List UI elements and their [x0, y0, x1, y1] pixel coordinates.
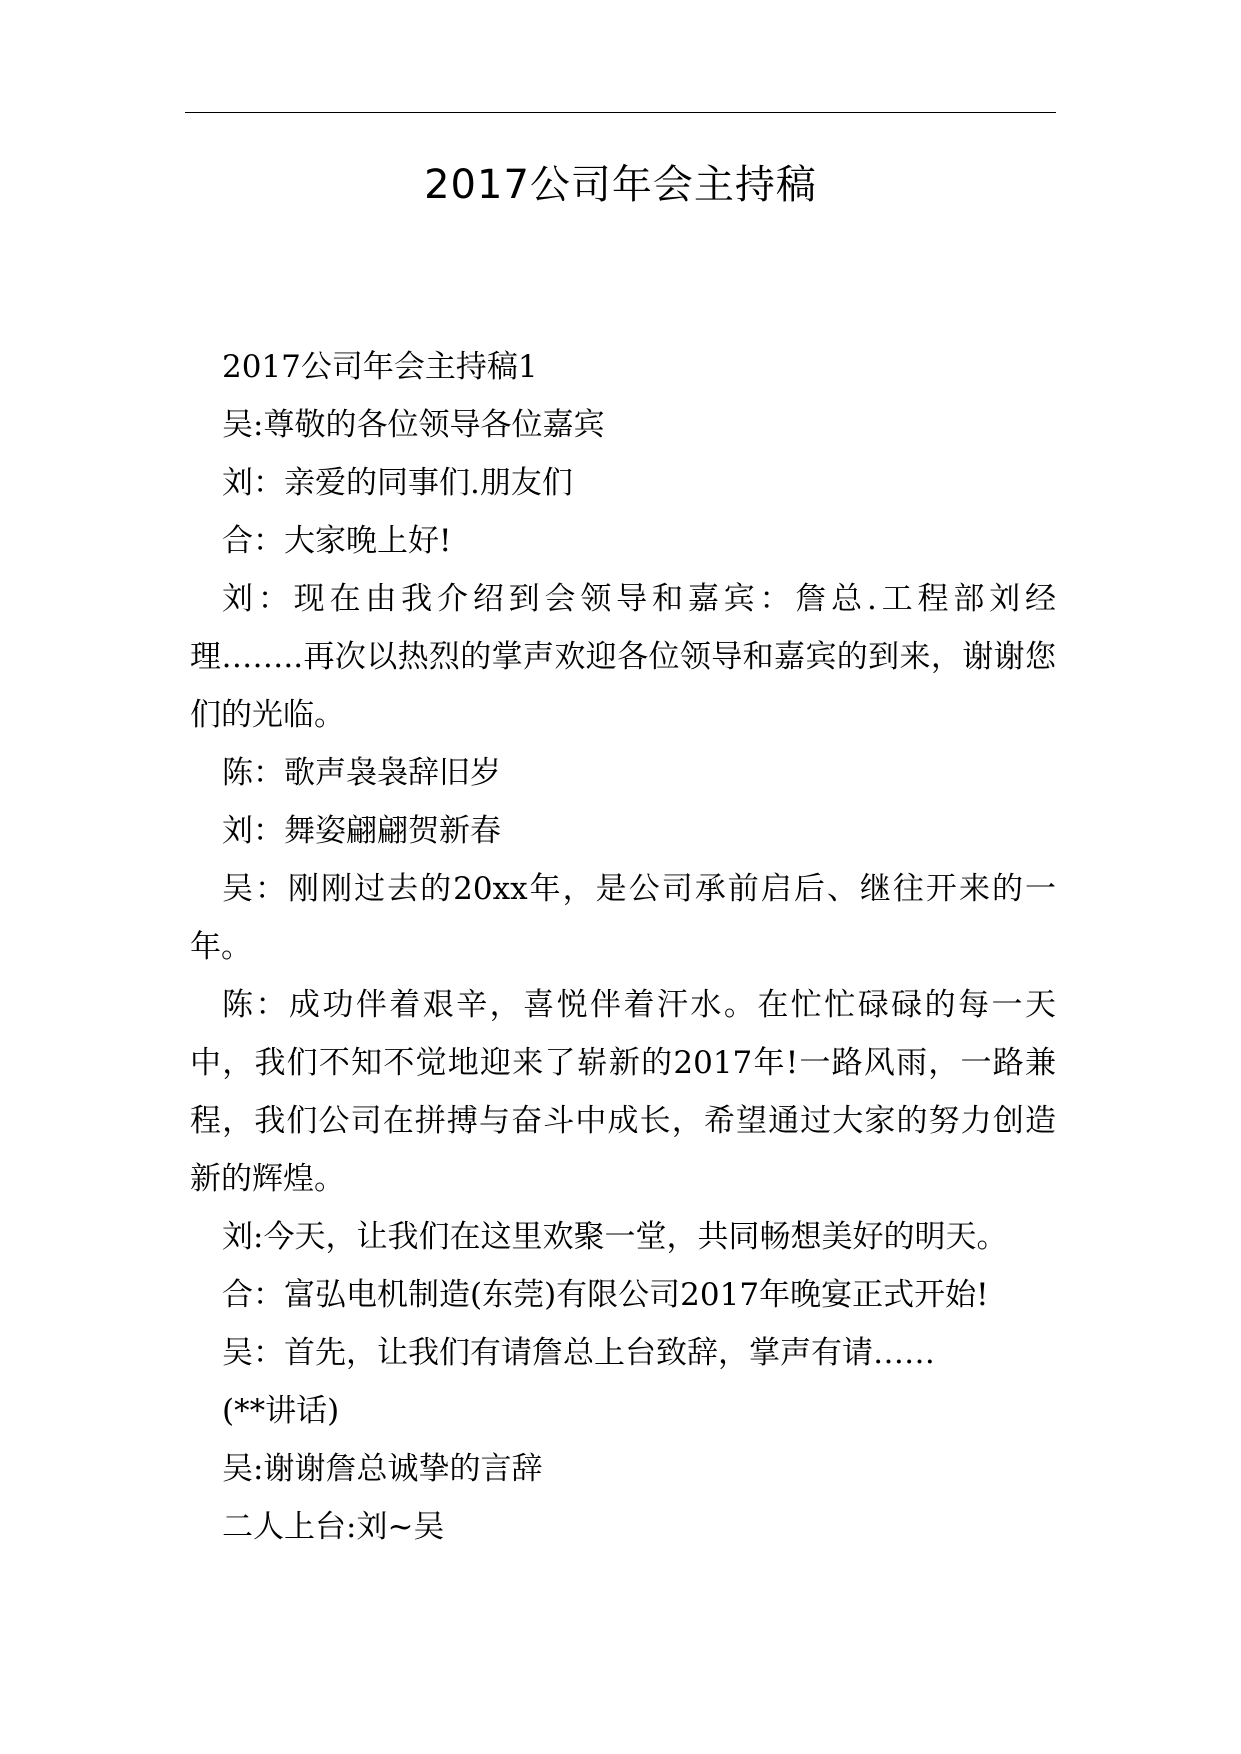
document-title: 2017公司年会主持稿	[424, 162, 817, 208]
stage-direction: (**讲话)	[222, 1393, 340, 1429]
script-line: 刘：舞姿翩翩贺新春	[222, 813, 501, 849]
script-line: 吴：刚刚过去的20xx年，是公司承前启后、继往开来的一年。	[190, 871, 1056, 965]
script-line: 吴:尊敬的各位领导各位嘉宾	[222, 407, 605, 443]
script-line: 吴:谢谢詹总诚挚的言辞	[222, 1451, 543, 1487]
section-heading: 2017公司年会主持稿1	[222, 349, 538, 385]
script-line: 刘:今天，让我们在这里欢聚一堂，共同畅想美好的明天。	[222, 1219, 1008, 1255]
script-line: 陈：歌声袅袅辞旧岁	[222, 755, 501, 791]
script-line: 合：大家晚上好!	[222, 523, 452, 559]
script-line: 刘：现在由我介绍到会领导和嘉宾：詹总.工程部刘经理……..再次以热烈的掌声欢迎各位领导和嘉宾的到来，谢谢您们的光临。	[190, 581, 1056, 733]
header-rule	[185, 112, 1056, 113]
script-line: 陈：成功伴着艰辛，喜悦伴着汗水。在忙忙碌碌的每一天中，我们不知不觉地迎来了崭新的2017年!一路风雨，一路兼程，我们公司在拼搏与奋斗中成长，希望通过大家的努力创造新的辉煌。	[190, 987, 1056, 1197]
stage-direction: 二人上台:刘~吴	[222, 1509, 445, 1545]
script-line: 吴：首先，让我们有请詹总上台致辞，掌声有请……	[222, 1335, 935, 1371]
script-line: 刘：亲爱的同事们.朋友们	[222, 465, 573, 501]
document-body	[190, 338, 1056, 1556]
script-line: 合：富弘电机制造(东莞)有限公司2017年晚宴正式开始!	[222, 1277, 989, 1313]
